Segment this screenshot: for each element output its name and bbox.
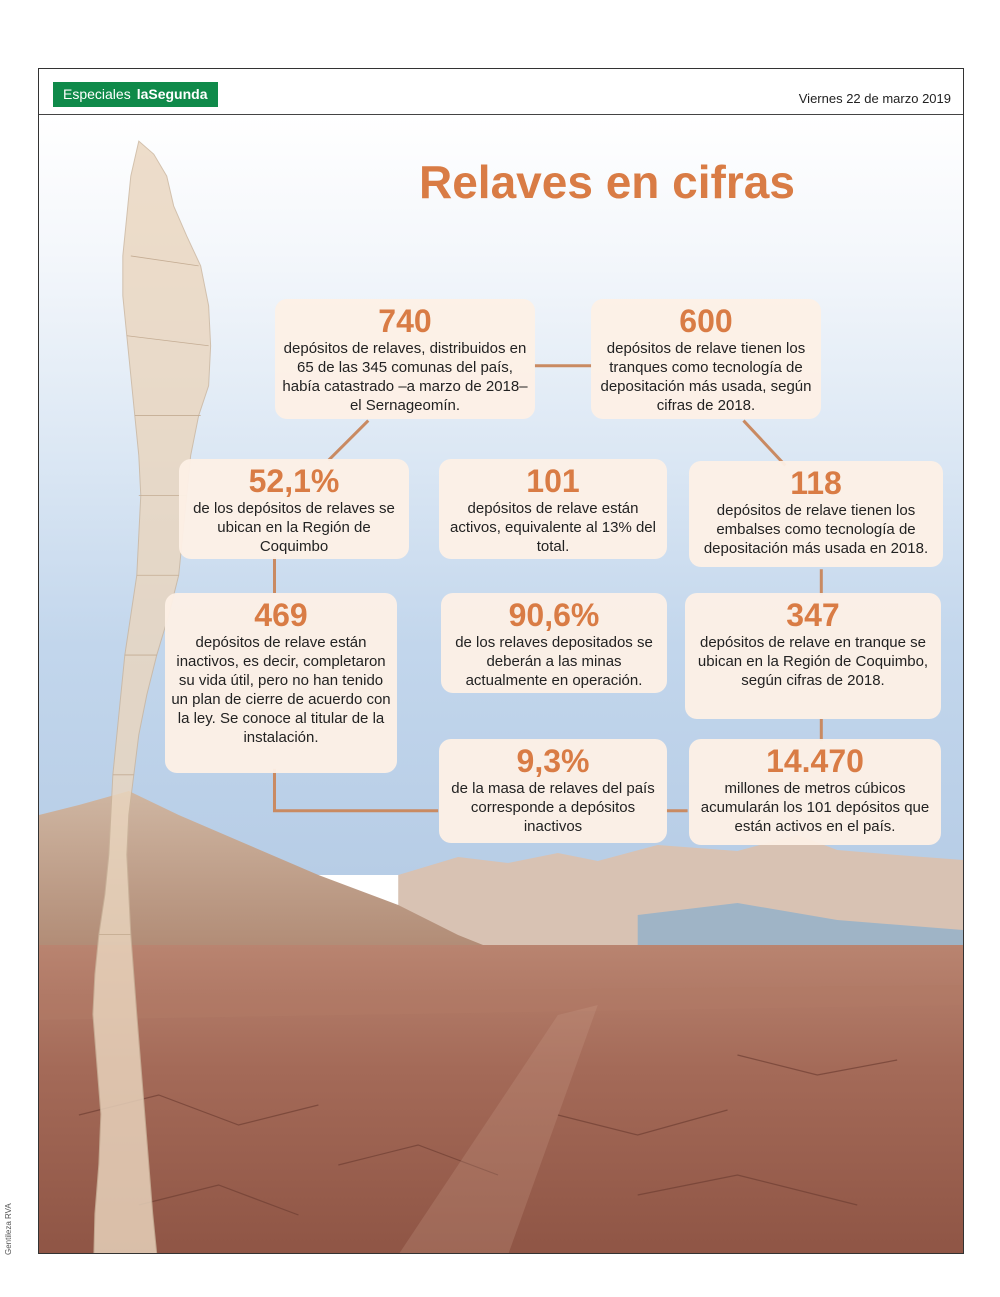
header-bar	[39, 69, 963, 115]
fact-740	[275, 299, 535, 419]
fact-text: depósitos de relave están inactivos, es decir, completaron su vida útil, pero no han tenido un plan de cierre de acuerdo con la ley. Se conoce al titular de la instalación.	[171, 634, 391, 746]
fact-number: 14.470	[766, 743, 864, 779]
fact-9-3-percent	[439, 739, 667, 843]
fact-text: de la masa de relaves del país corresponde a depósitos inactivos	[451, 780, 655, 835]
section-name: Especiales	[63, 86, 131, 102]
fact-118	[689, 461, 943, 567]
fact-14-470	[689, 739, 941, 845]
fact-90-6-percent	[441, 593, 667, 693]
fact-text: depósitos de relave están activos, equivalente al 13% del total.	[450, 500, 656, 555]
photo-credit: Gentileza RVA	[4, 1203, 13, 1255]
fact-number: 740	[378, 303, 432, 339]
fact-number: 9,3%	[516, 743, 590, 779]
fact-347	[685, 593, 941, 719]
fact-number: 118	[790, 465, 842, 501]
fact-number: 469	[254, 597, 308, 633]
fact-text: depósitos de relave en tranque se ubican en la Región de Coquimbo, según cifras de 2018.	[697, 634, 929, 689]
fact-number: 52,1%	[248, 463, 340, 499]
fact-101	[439, 459, 667, 559]
publication-name: laSegunda	[136, 86, 208, 102]
page-title: Relaves en cifras	[419, 156, 795, 208]
fact-number: 600	[679, 303, 733, 339]
fact-text: de los relaves depositados se deberán a las minas actualmente en operación.	[455, 634, 653, 689]
fact-52-1-percent	[179, 459, 409, 559]
fact-number: 90,6%	[508, 597, 600, 633]
fact-text: depósitos de relaves, distribuidos en 65 de las 345 comunas del país, había catastrado –a marzo de 2018– el Sernageomín.	[282, 340, 528, 414]
fact-600	[591, 299, 821, 419]
fact-text: millones de metros cúbicos acumularán los 101 depósitos que están activos en el país.	[700, 780, 930, 835]
fact-number: 101	[526, 463, 580, 499]
fact-number: 347	[786, 597, 840, 633]
fact-text: depósitos de relave tienen los embalses como tecnología de depositación más usada en 2018.	[703, 502, 929, 557]
fact-469	[165, 593, 397, 773]
page-frame	[38, 68, 964, 1254]
issue-date: Viernes 22 de marzo 2019	[798, 91, 951, 106]
section-brand	[53, 82, 218, 107]
fact-text: depósitos de relave tienen los tranques como tecnología de depositación más usada, según cifras de 2018.	[600, 340, 812, 414]
fact-text: de los depósitos de relaves se ubican en la Región de Coquimbo	[193, 500, 395, 555]
